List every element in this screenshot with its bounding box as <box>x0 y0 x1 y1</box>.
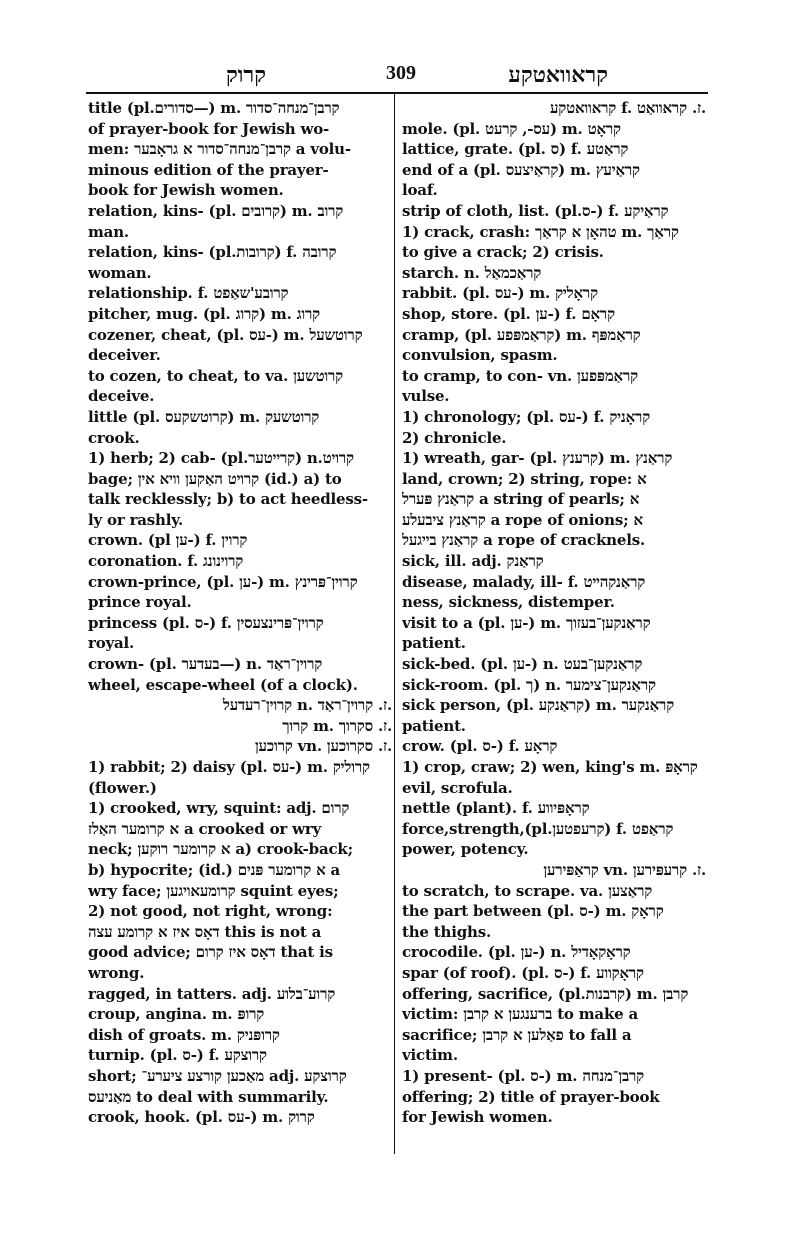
dictionary-line: mole. (pl. עס-, קרעט) m. קראָט <box>402 119 621 138</box>
dictionary-line: crocodile. (pl. ען-) n. קראָקאָדיל <box>402 943 631 962</box>
dictionary-line: croup, angina. m. קרופּ <box>88 1005 265 1024</box>
page-number: 309 <box>386 62 416 84</box>
dictionary-line: little (pl. קרוטשקעס) m. קרוטשעק <box>88 407 320 426</box>
dictionary-line: crown-prince, (pl. ען-) m. קרוין־פּרינץ <box>88 572 358 591</box>
running-header <box>86 62 708 92</box>
dictionary-line: קרוין־רעדעל n. ז. קרוין־ראַד. <box>222 696 392 715</box>
dictionary-line: minous edition of the prayer- <box>88 160 329 179</box>
dictionary-line: the part between (pl. ס-) m. קראָק <box>402 902 664 921</box>
dictionary-line: offering; 2) title of prayer-book <box>402 1087 660 1106</box>
dictionary-line: for Jewish women. <box>402 1108 553 1127</box>
dictionary-line: sick, ill. adj. קראַנק <box>402 552 544 571</box>
dictionary-line: starch. n. קראַכמאַל <box>402 263 542 282</box>
header-left-word: קרוק <box>226 62 266 88</box>
dictionary-line: ly or rashly. <box>88 510 184 529</box>
dictionary-line: pitcher, mug. (pl. קרוג) m. קרוג <box>88 304 321 323</box>
dictionary-line: victim. <box>402 1046 458 1065</box>
dictionary-line: 2) not good, not right, wrong: <box>88 902 333 921</box>
dictionary-line: קראַפּירען vn. ז. קרעפּירען. <box>543 860 706 879</box>
dictionary-line: sacrifice; פאַלען א קרבן to fall a <box>402 1025 632 1044</box>
dictionary-line: 1) present- (pl. ס-) m. קרבן־מנחה <box>402 1066 644 1085</box>
dictionary-line: קראַנץ ציבעלע a rope of onions; א <box>402 510 643 529</box>
dictionary-line: lattice, grate. (pl. ס) f. קראַטע <box>402 140 629 159</box>
dictionary-line: crook, hook. (pl. עס-) m. קרוק <box>88 1108 315 1127</box>
dictionary-line: 1) rabbit; 2) daisy (pl. עס-) m. קרוליק <box>88 758 370 776</box>
dictionary-line: vulse. <box>402 387 450 406</box>
dictionary-line: shop, store. (pl. ען-) f. קראָם <box>402 304 615 323</box>
dictionary-line: wry face; קרומעאויגען squint eyes; <box>88 881 339 900</box>
dictionary-line: crow. (pl. ס-) f. קראָע <box>402 737 558 756</box>
dictionary-line: offering, sacrifice, (pl.קרבנות) m. קרבן <box>402 984 689 1003</box>
dictionary-line: cramp, (pl. קראַמפּפע) m. קראַמפּף <box>402 325 641 344</box>
dictionary-line: relation, kins- (pl. קרובים) m. קרוב <box>88 201 344 220</box>
dictionary-line: strip of cloth, list. (pl.ס-) f. קראַיקע <box>402 201 669 220</box>
dictionary-line: 1) herb; 2) cab- (pl.קרייטער) n.קרויט <box>88 449 354 468</box>
dictionary-line: visit to a (pl. ען-) m. קראַנקען־בעזוך <box>402 613 651 632</box>
left-column <box>88 98 392 1128</box>
dictionary-line: קראוואטקע f. ז. קראוואַט. <box>550 99 706 117</box>
header-right-word: קראוואטקע <box>508 62 608 88</box>
dictionary-line: book for Jewish women. <box>88 181 284 200</box>
dictionary-line: short; מאַכען קורצע ציערע־ adj. קרוצקע <box>88 1066 347 1085</box>
dictionary-line: deceive. <box>88 387 155 406</box>
dictionary-line: prince royal. <box>88 593 192 612</box>
dictionary-line: victim: ברענגען א קרבן to make a <box>402 1005 639 1024</box>
dictionary-line: force,strength,(pl.קרעפטען) f. קראַפט <box>402 819 674 838</box>
dictionary-line: to cramp, to con- vn. קראַמפּפען <box>402 366 638 385</box>
dictionary-line: title (pl.סדורים—) m. קרבן־מנחה־סדור <box>88 99 340 117</box>
dictionary-line: cozener, cheat, (pl. עס-) m. קרוטשעל <box>88 325 363 344</box>
dictionary-line: spar (of roof). (pl. ס-) f. קראָקווע <box>402 963 644 982</box>
dictionary-line: 1) crooked, wry, squint: adj. קרום <box>88 799 350 818</box>
dictionary-line: crown- (pl. בעדער—) n. קרוין־ראַד <box>88 655 323 674</box>
dictionary-line: קרוך m. ז. סקרוך. <box>282 716 392 735</box>
dictionary-line: convulsion, spasm. <box>402 346 558 365</box>
dictionary-line: loaf. <box>402 181 438 200</box>
dictionary-line: 2) chronicle. <box>402 428 507 447</box>
dictionary-line: power, potency. <box>402 840 529 859</box>
dictionary-line: קראַנץ פּערל a string of pearls; א <box>402 490 640 509</box>
dictionary-line: rabbit. (pl. עס-) m. קראָליק <box>402 284 598 303</box>
dictionary-line: disease, malady, ill- f. קראַנקהייט <box>402 572 646 591</box>
dictionary-line: coronation. f. קרוינונג <box>88 552 244 571</box>
dictionary-line: to cozen, to cheat, to va. קרוטשען <box>88 366 343 385</box>
dictionary-line: bage; קרויט האַקען וויא אין (id.) a) to <box>88 469 342 488</box>
dictionary-line: turnip. (pl. ס-) f. קרוצקע <box>88 1046 267 1065</box>
dictionary-line: relationship. f. קרובע'שאַפט <box>88 284 289 303</box>
dictionary-line: nettle (plant). f. קראָפּיווע <box>402 799 590 818</box>
dictionary-line: patient. <box>402 634 466 653</box>
dictionary-line: neck; א קרומער רוקען a) crook-back; <box>88 840 353 859</box>
dictionary-line: sick-bed. (pl. ען-) n. קראַנקען־בעט <box>402 655 643 674</box>
dictionary-line: dish of groats. m. קרופּניק <box>88 1025 280 1044</box>
dictionary-line: evil, scrofula. <box>402 778 513 797</box>
dictionary-line: crown. (pl ען-) f. קרוין <box>88 531 248 550</box>
dictionary-line: 1) crack, crash: טהאָן א קראַך m. קראַך <box>402 222 679 241</box>
dictionary-line: ragged, in tatters. adj. קרוע־בלוע <box>88 984 336 1003</box>
dictionary-line: to give a crack; 2) crisis. <box>402 243 604 262</box>
dictionary-line: royal. <box>88 634 135 653</box>
dictionary-line: the thighs. <box>402 922 491 941</box>
right-column <box>402 98 706 1128</box>
dictionary-line: 1) wreath, gar- (pl. קרענץ) m. קראַנץ <box>402 449 673 468</box>
dictionary-line: קרוכען vn. ז. סקרוכען. <box>254 737 392 756</box>
header-rule <box>86 92 708 94</box>
dictionary-line: מאַניעס to deal with summarily. <box>88 1087 329 1106</box>
dictionary-line: land, crown; 2) string, rope: א <box>402 469 647 488</box>
dictionary-line: דאָס איז א קרומע עצה this is not a <box>88 922 322 941</box>
dictionary-line: 1) crop, craw; 2) wen, king's m. קראָפּ <box>402 758 698 776</box>
dictionary-line: woman. <box>88 263 152 282</box>
dictionary-line: man. <box>88 222 129 241</box>
dictionary-line: wheel, escape-wheel (of a clock). <box>88 675 358 694</box>
dictionary-line: deceiver. <box>88 346 161 365</box>
dictionary-line: wrong. <box>88 963 145 982</box>
dictionary-line: sick person, (pl. קראַנקע) m. קראַנקער <box>402 696 675 715</box>
dictionary-line: of prayer-book for Jewish wo- <box>88 119 330 138</box>
dictionary-line: men: קרבן־מנחה־סדור א גראָבער a volu- <box>88 140 351 159</box>
dictionary-line: to scratch, to scrape. va. קראַצען <box>402 881 653 900</box>
dictionary-line: sick-room. (pl. ך) n. קראַנקען־צימער <box>402 675 656 694</box>
dictionary-line: talk recklessly; b) to act heedless- <box>88 490 368 509</box>
dictionary-line: good advice; דאָס איז קרום that is <box>88 943 333 962</box>
dictionary-line: princess (pl. ס-) f. קרוין־פּרינצעסין <box>88 613 324 632</box>
dictionary-line: קראַנץ בייגעל a rope of cracknels. <box>402 531 645 550</box>
column-separator <box>394 94 395 1154</box>
dictionary-line: crook. <box>88 428 140 447</box>
dictionary-line: relation, kins- (pl.קרובות) f. קרובה <box>88 243 337 262</box>
dictionary-line: end of a (pl. קראַיצעס) m. קראַיעץ <box>402 160 640 179</box>
dictionary-line: (flower.) <box>88 778 157 797</box>
dictionary-line: b) hypocrite; (id.) א קרומער פּנים a <box>88 860 341 879</box>
dictionary-line: patient. <box>402 716 466 735</box>
dictionary-line: 1) chronology; (pl. עס-) f. קראָניק <box>402 407 651 426</box>
dictionary-line: ness, sickness, distemper. <box>402 593 615 612</box>
dictionary-line: א קרומער האַלז a crooked or wry <box>88 819 322 838</box>
